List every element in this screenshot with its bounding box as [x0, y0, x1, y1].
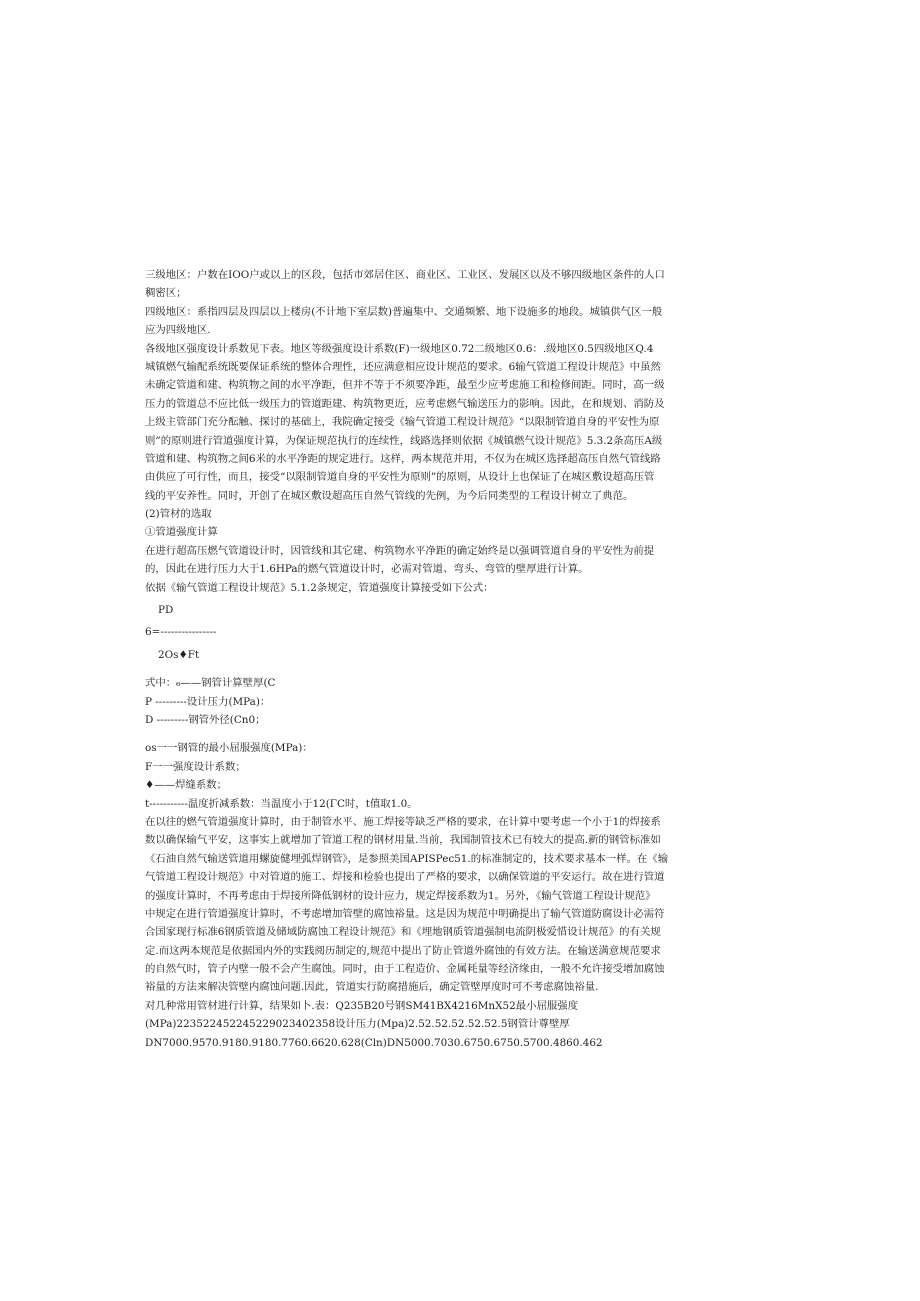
- document-body: [145, 266, 697, 1052]
- paragraph-line: 稠密区；: [145, 287, 187, 300]
- paragraph-line: 合国家现行标准6钢质管道及储域防腐蚀工程设计规范》和《埋地钢质管道强制电流阴极爱惜设计规范》的有关规: [145, 926, 661, 939]
- paragraph-line: 数以确保输气平安，这事实上就增加了管道工程的钢材用量.当前，我国制管技术已有较大的提高.新的钢管标准如: [145, 834, 661, 847]
- definition-line: 式中：₆——钢管计算壁厚(C: [145, 677, 276, 690]
- paragraph-line: 《石油自然气输送管道用螺旋健埋弧焊钢管》，是参照美国APISPec51.的标准制定的，技术要求基本一样。在《输: [145, 852, 669, 865]
- paragraph-line: 对几种常用管材进行计算，结果如卜.表：Q235B20号钢SM41BX4216MnX52最小屈服强度: [145, 999, 579, 1012]
- section-heading: (2)管材的选取: [145, 508, 212, 521]
- paragraph-line: 未确定管道和建、构筑物之间的水平净距，但并不等于不须要净距，最至少应考虑施工和检修间距。同时，高一级: [145, 379, 665, 392]
- paragraph-line: 的自然气时，管子内壁一般不会产生腐蚀。同时，由于工程造价、金属耗量等经济缘由，一般不允许接受增加腐蚀: [145, 963, 665, 976]
- formula-denominator: 2Os♦Ft: [158, 648, 200, 661]
- paragraph-line: 气管道工程设计规范》中对管道的施工、焊接和检验也提出了严格的要求，以确保管道的平安运行。故在进行管道: [145, 871, 665, 884]
- paragraph-line: 三级地区：户数在IOO户或以上的区段，包括市郊居住区、商业区、工业区、发展区以及不够四级地区条件的人口: [145, 269, 665, 281]
- paragraph-line: 中规定在进行管道强度计算时，不考虑增加管壁的腐蚀裕量。这是因为规范中明确提出了输气管道防腐设计必需符: [145, 907, 665, 920]
- definition-line: P ---------设计压力(MPa)：: [145, 695, 271, 708]
- definition-line: F一一强度设计系数；: [145, 760, 246, 773]
- paragraph-line: 在进行超高压燃气管道设计时，因管线和其它建、构筑物水平净距的确定始终是以强调管道自身的平安性为前提: [145, 544, 655, 557]
- definition-line: os一一钢管的最小屈服强度(MPa)：: [145, 742, 313, 755]
- paragraph-line: 的强度计算时，不再考虑由于焊接所降低钢材的设计应力，规定焊接系数为1。另外，《输气管道工程设计规范》: [145, 889, 656, 902]
- paragraph-line: 各级地区强度设计系数见下表。地区等级强度设计系数(F)一级地区0.72二级地区0.6：.级地区0.5四级地区Q.4: [145, 342, 654, 355]
- paragraph-line: 裕量的方法来解决管壁内腐蚀问题.因此，管道实行防腐措施后，确定管壁厚度时可不考虑腐蚀裕量.: [145, 981, 599, 994]
- paragraph-line: 应为四级地区.: [145, 324, 211, 337]
- paragraph-line: 依据《输气管道工程设计规范》5.1.2条规定，管道强度计算接受如下公式：: [145, 581, 494, 594]
- paragraph-line: 由供应了可行性，而且，接受“以限制管道自身的平安性为原则”的原则，从设计上也保证了在城区敷设超高压管: [145, 471, 655, 484]
- paragraph-line: 上级主管部门充分酝触、探讨的基础上，我院确定接受《输气管道工程设计规范》“以限制管道自身的平安性为原: [145, 416, 660, 429]
- paragraph-line: 则”的原则进行管道强度计算，为保证规范执行的连续性，线路选择则依据《城镇燃气设计规范》5.3.2条高压A级: [145, 434, 663, 447]
- paragraph-line: 线的平安养性。同时，开创了在城区敷设超高压自然气管线的先例，为今后同类型的工程设计树立了典范。: [145, 489, 634, 502]
- paragraph-line: 管道和建、构筑物之间6米的水平净距的规定进行。这样，两本规范并用，不仅为在城区选择超高压自然气管线路: [145, 452, 661, 465]
- paragraph-line: 定.而这两本规范是依据国内外的实践阅历制定的,规范中提出了防止管道外腐蚀的有效方法。在输送满意规范要求: [145, 944, 661, 957]
- formula-lhs: 6=----------------: [145, 626, 217, 639]
- formula-numerator: PD: [158, 604, 174, 617]
- paragraph-line: 四级地区：系指四层及四层以上楼房(不计地下室层数)普遍集中、交通频繁、地下设施多的地段。城镇供气区一般: [145, 305, 663, 318]
- paragraph-line: 压力的管道总不应比低一级压力的管道距建、构筑物更近，应考虑燃气输送压力的影响。因此，在和规划、消防及: [145, 397, 665, 410]
- paragraph-line: (MPa)223522452245229023402358设计压力(Mpa)2.52.52.52.52.52.5钢管计尊壁厚: [145, 1018, 570, 1031]
- paragraph-line: DN7000.9570.9180.9180.7760.6620.628(Cln)DN5000.7030.6750.6750.5700.4860.462: [145, 1036, 603, 1049]
- subsection-heading: ①管道强度计算: [145, 526, 218, 539]
- paragraph-line: 在以往的燃气管道强度计算时，由于制管水平、施工焊接等缺乏严格的要求，在计算中要考虑一个小于1的焊接系: [145, 815, 661, 828]
- paragraph-line: 的，因此在进行压力大于1.6HPa的燃气管道设计时，必需对管道、弯头、弯管的壁厚进行计算。: [145, 563, 589, 576]
- definition-line: t-----------温度折减系数：当温度小于12(ΓC时，t值取1.0。: [145, 797, 418, 810]
- definition-line: D ---------钢管外径(Cn0；: [145, 713, 266, 726]
- paragraph-line: 城镇燃气输配系统既要保证系统的整体合理性，还应满意相应设计规范的要求。6输气管道工程设计规范》中虽然: [145, 360, 661, 373]
- definition-line: ♦——焊缝系数；: [145, 779, 228, 792]
